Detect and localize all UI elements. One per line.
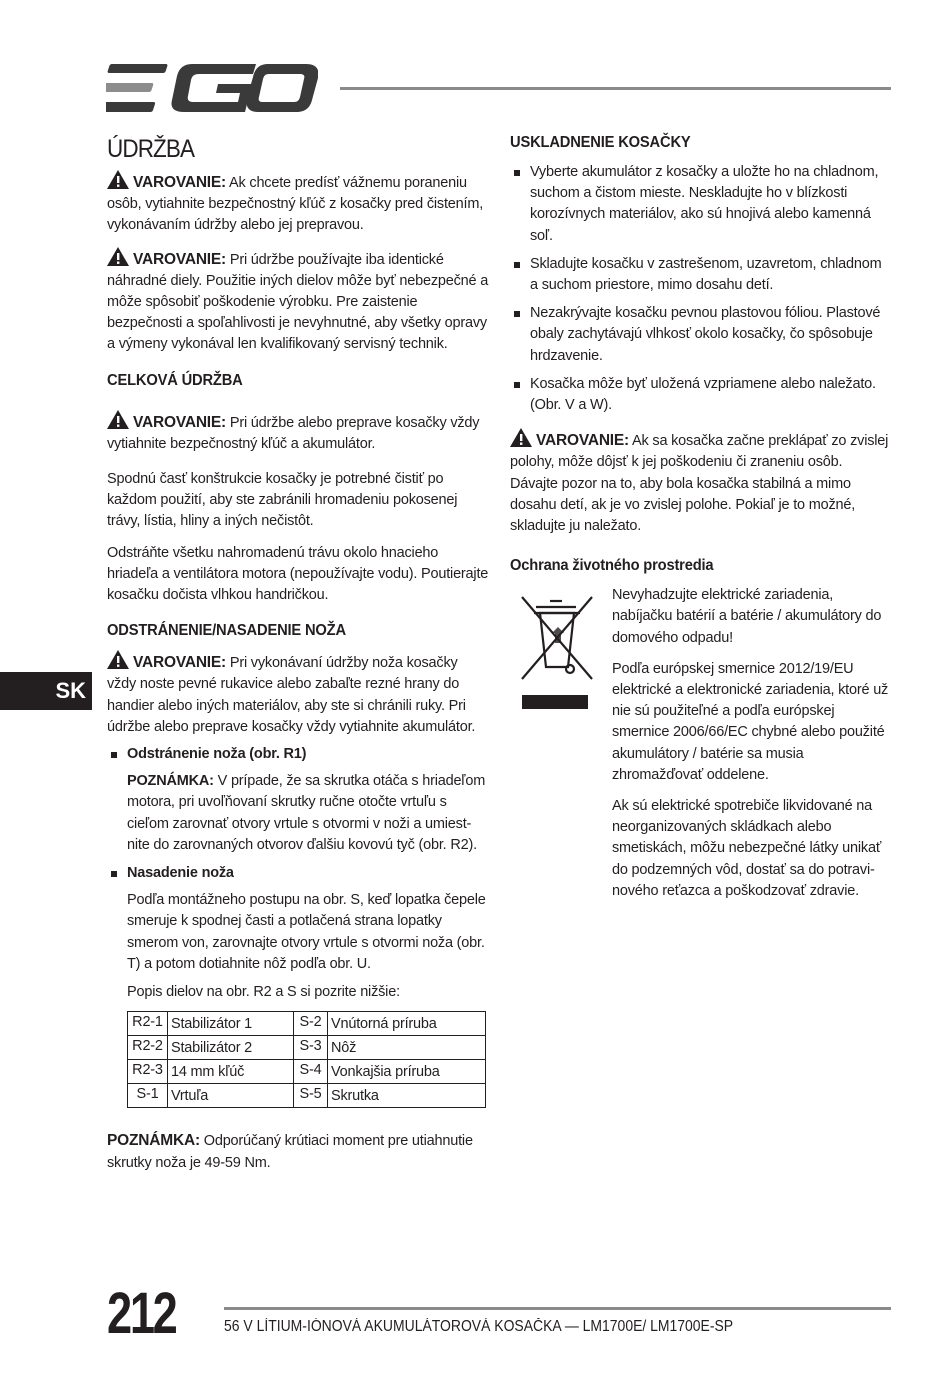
part-name: Skrutka: [328, 1084, 486, 1108]
heading-environment: Ochrana životného prostredia: [510, 557, 714, 575]
warning-triangle-icon: [510, 428, 532, 447]
part-name: Stabilizátor 2: [168, 1036, 294, 1060]
warning-triangle-icon: [107, 247, 129, 266]
environment-text: [612, 585, 892, 902]
warning-label: VAROVANIE:: [133, 654, 227, 672]
note-paragraph: [107, 1130, 489, 1173]
body-paragraph: Ak sú elektrické spotrebiče likvidované na neorganizovaných skládkach alebo smetiskách, môžu nebezpečné látky unikať do podzemných vôd, dostať sa do potravinového reťazca a poškodzovať zdravie.: [612, 798, 882, 899]
table-row: [128, 1012, 486, 1036]
part-name: Vnútorná príruba: [328, 1012, 486, 1036]
heading-storage: USKLADNENIE KOSAČKY: [510, 134, 691, 151]
warning-text: Ak chcete predísť vážnemu poraneniu osôb, vytiahnite bezpečnostný kľúč z kosačky pred čistením, vykonávaním údržby alebo jej prepravou.: [107, 175, 484, 234]
heading-blade-removal: ODSTRÁNENIE/NASADENIE NOŽA: [107, 622, 346, 640]
footer-product-title: 56 V LÍTIUM-IÓNOVÁ AKUMULÁTOROVÁ KOSAČKA — LM1700E/ LM1700E-SP: [224, 1318, 734, 1335]
heading-general-maintenance: CELKOVÁ ÚDRŽBA: [107, 371, 243, 389]
table-row: [128, 1036, 486, 1060]
warning-triangle-icon: [107, 650, 129, 669]
crossed-out-bin-icon: [514, 593, 598, 733]
part-name: Vonkajšia príruba: [328, 1060, 486, 1084]
part-code: R2-3: [128, 1060, 168, 1084]
warning-label: VAROVANIE:: [133, 250, 227, 268]
note-text: Odporúčaný krútiaci moment pre utiahnutie skrutky noža je 49-59 Nm.: [107, 1133, 473, 1171]
warning-label: VAROVANIE:: [536, 432, 630, 450]
part-code: S-3: [294, 1036, 328, 1060]
table-row: [128, 1060, 486, 1084]
warning-paragraph: [107, 410, 489, 455]
part-name: Vrtuľa: [168, 1084, 294, 1108]
storage-list: [510, 162, 892, 416]
parts-table: [127, 1011, 486, 1108]
subheading-blade-install: Nasadenie noža: [107, 863, 489, 884]
part-code: R2-1: [128, 1012, 168, 1036]
ego-logo: [106, 64, 318, 112]
body-paragraph: Podľa montážneho postupu na obr. S, keď lopatka čepele smeruje k spodnej časti a potlačená strana lopatky smerom von, zarovnajte otvory vrtule s otvormi noža (obr. T) a potom dotiahnite nôž podľa obr. U.: [127, 892, 486, 972]
warning-label: VAROVANIE:: [133, 174, 227, 191]
note-label: POZNÁMKA:: [127, 773, 214, 790]
warning-label: VAROVANIE:: [133, 413, 227, 431]
language-tab: SK: [0, 672, 92, 710]
list-item: Nezakrývajte kosačku pevnou plastovou fóliou. Plastové obaly zachytávajú vlhkosť okolo kosačky, čo spôsobuje hrdzavenie.: [510, 303, 892, 367]
list-item: Vyberte akumulátor z kosačky a uložte ho na chladnom, suchom a čistom mieste. Neskladujte ho v blízkosti korozívnych materiálov, ako sú hnojivá alebo kamenná soľ.: [510, 162, 892, 247]
warning-paragraph: [107, 247, 489, 356]
right-column: [510, 132, 892, 912]
warning-paragraph: [107, 170, 489, 237]
warning-paragraph: [107, 650, 489, 738]
left-column: [107, 134, 489, 1174]
warning-text: Pri údržbe alebo preprave kosačky vždy vytiahnite bezpečnostný kľúč a akumulátor.: [107, 414, 480, 452]
note-text: V prípade, že sa skrutka otáča s hriadeľom motora, pri uvoľňovaní skrutky ručne otočte vrtuľu s cieľom zarovnať otvory vrtule s otvormi v noži a umiestnite do zarovnaných otvorov ďalšiu kovovú tyč (obr. R2).: [127, 773, 486, 853]
note-label: POZNÁMKA:: [107, 1132, 200, 1150]
page-number: 212: [107, 1281, 176, 1346]
warning-text: Pri vykonávaní údržby noža kosačky vždy noste pevné rukavice alebo zabaľte rezné hrany do handier alebo iných materiálov, aby ste si chránili ruky. Pri údržbe alebo preprave kosačky vždy vytiahnite akumulátor.: [107, 655, 476, 735]
parts-intro: Popis dielov na obr. R2 a S si pozrite nižšie:: [127, 984, 400, 1001]
part-code: S-2: [294, 1012, 328, 1036]
warning-triangle-icon: [107, 410, 129, 429]
part-name: Stabilizátor 1: [168, 1012, 294, 1036]
part-name: Nôž: [328, 1036, 486, 1060]
body-paragraph: Nevyhadzujte elektrické zariadenia, nabíjačku batérií a batérie / akumulátory do domového odpadu!: [612, 587, 882, 646]
note-paragraph: [107, 771, 489, 856]
footer-rule: [224, 1307, 891, 1310]
warning-paragraph: [510, 428, 892, 537]
part-name: 14 mm kľúč: [168, 1060, 294, 1084]
table-row: [128, 1084, 486, 1108]
part-code: R2-2: [128, 1036, 168, 1060]
body-paragraph: Podľa európskej smernice 2012/19/EU elektrické a elektronické zariadenia, ktoré už nie sú použiteľné a podľa európskej smernice 2006/66/EC chybné alebo použité akumulátory / batérie sa musia zhromažďovať oddelene.: [612, 660, 889, 783]
list-item: Kosačka môže byť uložená vzpriamene alebo naležato. (Obr. V a W).: [510, 374, 892, 416]
section-title-maintenance: ÚDRŽBA: [107, 135, 195, 163]
subheading-blade-removal: Odstránenie noža (obr. R1): [107, 744, 489, 765]
body-paragraph: Spodnú časť konštrukcie kosačky je potrebné čistiť po každom použití, aby ste zabránili hromadeniu pokosenej trávy, lístia, hliny a iných nečistôt.: [107, 471, 458, 530]
warning-text: Pri údržbe používajte iba identické náhradné diely. Použitie iných dielov môže byť nebezpečné a môže spôsobiť poškodenie výrobku. Pre zaistenie bezpečnosti a spoľahlivosti je nevyhnutné, aby všetky opravy a výmeny vykonával len kvalifikovaný servisný technik.: [107, 251, 489, 353]
environment-block: [510, 585, 892, 902]
list-item: Skladujte kosačku v zastrešenom, uzavretom, chladnom a suchom priestore, mimo dosahu detí.: [510, 254, 892, 296]
body-paragraph: Odstráňte všetku nahromadenú trávu okolo hnacieho hriadeľa a ventilátora motora (nepoužívajte vodu). Poutierajte kosačku dočista vlhkou handričkou.: [107, 544, 489, 604]
part-code: S-4: [294, 1060, 328, 1084]
warning-triangle-icon: [107, 170, 129, 189]
part-code: S-5: [294, 1084, 328, 1108]
part-code: S-1: [128, 1084, 168, 1108]
warning-text: Ak sa kosačka začne preklápať zo zvislej polohy, môže dôjsť k jej poškodeniu či zraneniu osôb. Dávajte pozor na to, aby bola kosačka stabilná a mimo dosahu detí, ak je vo zvislej polohe. Pokiaľ je to možné, skladujte ju naležato.: [510, 433, 889, 535]
header-rule: [340, 87, 891, 90]
